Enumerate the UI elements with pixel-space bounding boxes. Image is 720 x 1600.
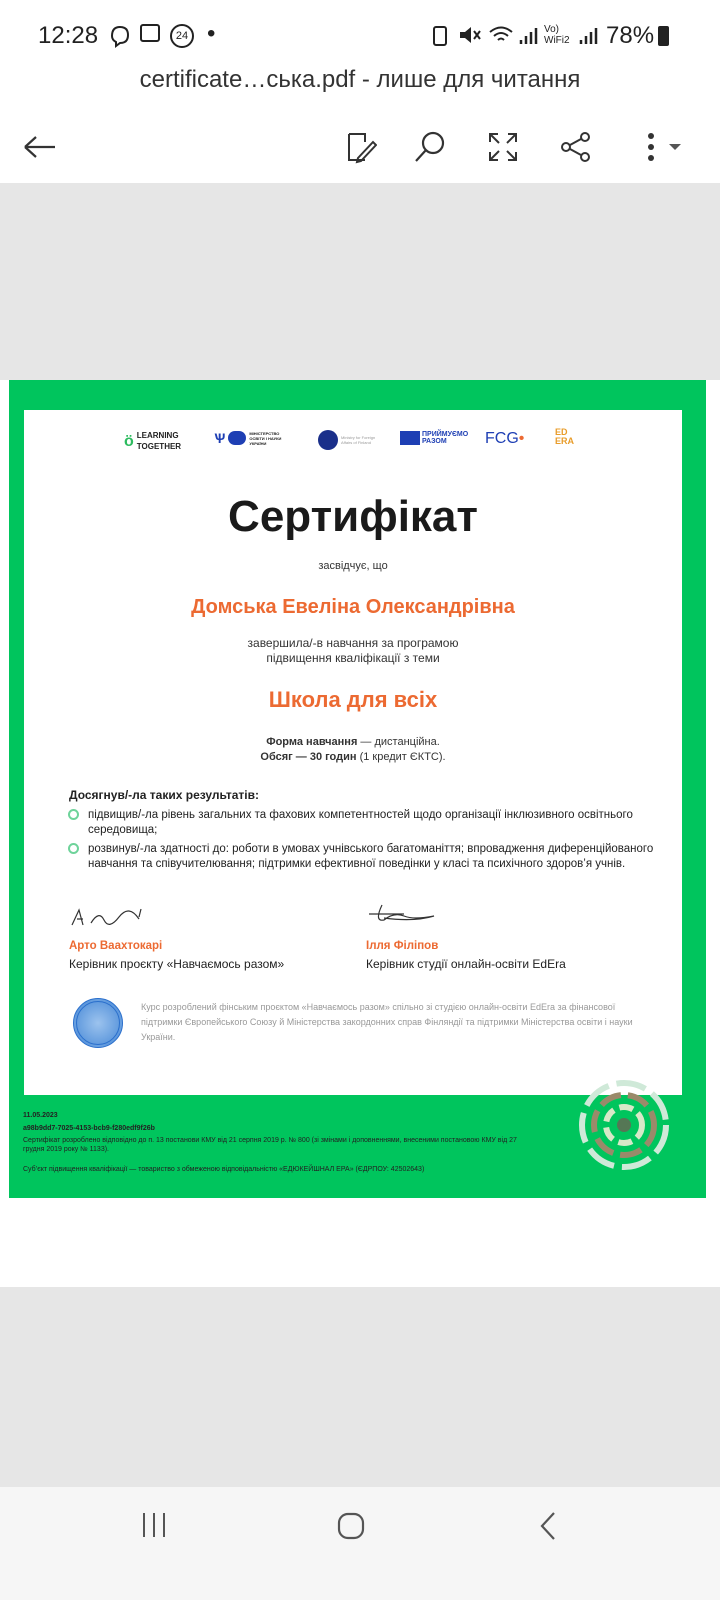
search-button[interactable] bbox=[408, 125, 452, 169]
battery-icon bbox=[658, 26, 669, 46]
logo-fcg: FCG• bbox=[485, 430, 525, 447]
result-item: розвинув/-ла здатності до: роботи в умовах учнівського багатоманіття; впровадження диференційованого навчання та співучителювання; підтримки ефективної поведінки у класі та психічного здоров’я учнів. bbox=[68, 842, 658, 872]
bullet-icon bbox=[68, 843, 79, 854]
signal-icon bbox=[518, 26, 540, 46]
provider-note: Суб’єкт підвищення кваліфікації — товариство з обмеженою відповідальністю «ЕДЮКЕЙШНАЛ ЕРА» (ЄДРПОУ: 42502643) bbox=[23, 1166, 425, 1173]
results-title: Досягнув/-ла таких результатів: bbox=[69, 788, 260, 802]
completed-text-2: підвищення кваліфікації з теми bbox=[266, 651, 440, 665]
certificate-body bbox=[24, 410, 682, 1095]
recipient-name: Домська Евеліна Олександрівна bbox=[191, 596, 515, 618]
course-note: Курс розроблений фінським проєктом «Навчаємось разом» спільно зі студією онлайн-освіти EdEra за фінансової підтримки Європейського Союзу й Міністерства закордонних справ Фінляндії та підтримки Міністерства освіти і науки України. bbox=[141, 1002, 633, 1042]
document-title: certificate…ська.pdf - лише для читання bbox=[139, 66, 581, 93]
bullet-icon bbox=[68, 809, 79, 820]
certificate-page[interactable] bbox=[9, 380, 706, 1198]
viber-icon bbox=[108, 24, 132, 48]
issue-date: 11.05.2023 bbox=[23, 1112, 58, 1119]
wifi-icon bbox=[488, 24, 514, 46]
logo-finland-mfa: Ministry for Foreign Affairs of Finland bbox=[318, 430, 377, 450]
dot-icon: • bbox=[207, 20, 216, 47]
back-button[interactable] bbox=[18, 125, 62, 169]
viewer-background-bottom bbox=[0, 1287, 720, 1487]
signer-2-name: Ілля Філіпов bbox=[366, 940, 439, 952]
recent-apps-button[interactable] bbox=[140, 1511, 168, 1539]
arrow-left-icon bbox=[23, 135, 57, 159]
course-title: Школа для всіх bbox=[268, 687, 438, 712]
study-volume: Обсяг — 30 годин (1 кредит ЄКТС). bbox=[260, 751, 446, 763]
share-icon bbox=[560, 131, 592, 163]
partner-logos bbox=[24, 428, 682, 458]
more-icon bbox=[633, 131, 683, 163]
decorative-spiral bbox=[577, 1078, 672, 1173]
mute-icon bbox=[458, 24, 482, 46]
certificate-id: a98b9dd7-7025-4153-bcb9-f280edf9f26b bbox=[23, 1125, 155, 1132]
signal-icon-2 bbox=[578, 26, 600, 46]
result-item: підвищив/-ла рівень загальних та фахових компетентностей щодо організації інклюзивного освітнього середовища; bbox=[68, 808, 658, 838]
study-form: Форма навчання — дистанційна. bbox=[266, 736, 440, 748]
home-button[interactable] bbox=[336, 1511, 366, 1541]
logo-learning-together: ӧ LEARNING TOGETHER bbox=[124, 431, 182, 451]
logo-eu-together: ПРИЙМУЄМО РАЗОМ bbox=[400, 431, 462, 445]
back-nav-button[interactable] bbox=[538, 1511, 558, 1541]
signer-1-role: Керівник проєкту «Навчаємось разом» bbox=[69, 957, 285, 971]
battery-saver-icon bbox=[432, 24, 448, 46]
battery-level: 78% bbox=[606, 22, 655, 49]
search-icon bbox=[413, 130, 447, 164]
toolbar bbox=[0, 115, 720, 183]
navigation-bar bbox=[0, 1487, 720, 1600]
signer-1-name: Арто Ваахтокарі bbox=[69, 940, 163, 952]
clock: 12:28 bbox=[38, 22, 99, 49]
edit-button[interactable] bbox=[338, 125, 382, 169]
official-seal bbox=[73, 998, 123, 1048]
edit-icon bbox=[343, 130, 377, 164]
viewer-background bbox=[0, 183, 720, 380]
fullscreen-button[interactable] bbox=[481, 125, 525, 169]
logo-edera: ED ERA bbox=[555, 427, 575, 446]
certifies-text: засвідчує, що bbox=[318, 560, 388, 572]
share-button[interactable] bbox=[554, 125, 598, 169]
signer-2-role: Керівник студії онлайн-освіти EdEra bbox=[366, 957, 566, 971]
certificate-heading: Сертифікат bbox=[228, 492, 478, 541]
legal-note: Сертифікат розроблено відповідно до п. 13 постанови КМУ від 21 серпня 2019 р. № 800 (зі змінами і доповненнями, внесеними постановою КМУ від 27 грудня 2019 року № 1133). bbox=[23, 1137, 517, 1153]
gallery-icon bbox=[140, 24, 160, 42]
results-list bbox=[68, 808, 658, 876]
status-bar bbox=[0, 0, 720, 70]
signature-1 bbox=[69, 905, 149, 930]
completed-text-1: завершила/-в навчання за програмою bbox=[247, 636, 459, 650]
expand-icon bbox=[487, 131, 519, 163]
logo-ministry-education: Ѱ МІНІСТЕРСТВО ОСВІТИ І НАУКИ УКРАЇНИ bbox=[214, 430, 282, 446]
wifi-calling-label: Vo) WiFi2 bbox=[544, 24, 570, 46]
notification-badge: 24 bbox=[170, 24, 194, 48]
more-options-button[interactable] bbox=[630, 125, 686, 169]
signature-2 bbox=[364, 902, 444, 927]
